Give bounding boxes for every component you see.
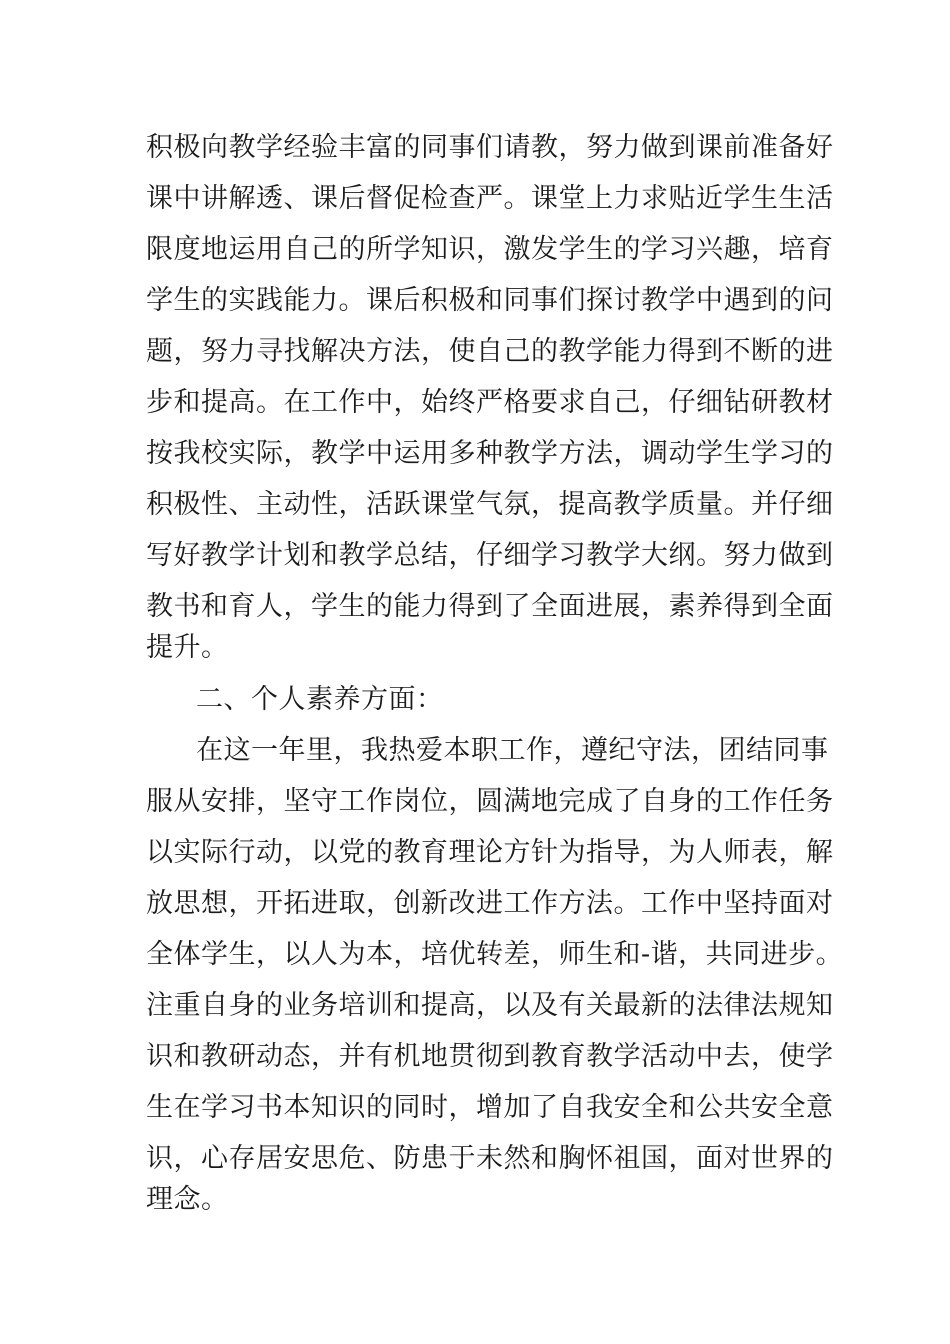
text-line: 限度地运用自己的所学知识，激发学生的学习兴趣，培育 [146, 234, 834, 265]
text-line: 步和提高。在工作中，始终严格要求自己，仔细钻研教材 [146, 387, 834, 418]
text-line: 全体学生，以人为本，培优转差，师生和-谐，共同进步。 [146, 939, 844, 970]
text-line: 注重自身的业务培训和提高，以及有关最新的法律法规知 [146, 990, 834, 1021]
text-line: 识和教研动态，并有机地贯彻到教育教学活动中去，使学 [146, 1041, 834, 1072]
text-line: 题，努力寻找解决方法，使自己的教学能力得到不断的进 [146, 336, 834, 367]
text-line: 识，心存居安思危、防患于未然和胸怀祖国，面对世界的 [146, 1143, 834, 1174]
text-line: 理念。 [146, 1184, 229, 1215]
text-line: 积极性、主动性，活跃课堂气氛，提高教学质量。并仔细 [146, 489, 834, 520]
text-line: 服从安排，坚守工作岗位，圆满地完成了自身的工作任务 [146, 786, 834, 817]
text-line: 放思想，开拓进取，创新改进工作方法。工作中坚持面对 [146, 888, 834, 919]
text-line: 教书和育人，学生的能力得到了全面进展，素养得到全面 [146, 591, 834, 622]
text-line: 积极向教学经验丰富的同事们请教，努力做到课前准备好 [146, 132, 834, 163]
text-line: 提升。 [146, 632, 229, 663]
text-line: 课中讲解透、课后督促检查严。课堂上力求贴近学生生活 [146, 183, 834, 214]
text-line: 以实际行动，以党的教育理论方针为指导，为人师表，解 [146, 837, 834, 868]
paragraph-first-line: 在这一年里，我热爱本职工作，遵纪守法，团结同事 [196, 735, 829, 766]
text-line: 生在学习书本知识的同时，增加了自我安全和公共安全意 [146, 1092, 834, 1123]
text-line: 学生的实践能力。课后积极和同事们探讨教学中遇到的问 [146, 285, 834, 316]
text-line: 按我校实际，教学中运用多种教学方法，调动学生学习的 [146, 438, 834, 469]
section-heading: 二、个人素养方面： [196, 684, 444, 715]
text-line: 写好教学计划和教学总结，仔细学习教学大纲。努力做到 [146, 540, 834, 571]
